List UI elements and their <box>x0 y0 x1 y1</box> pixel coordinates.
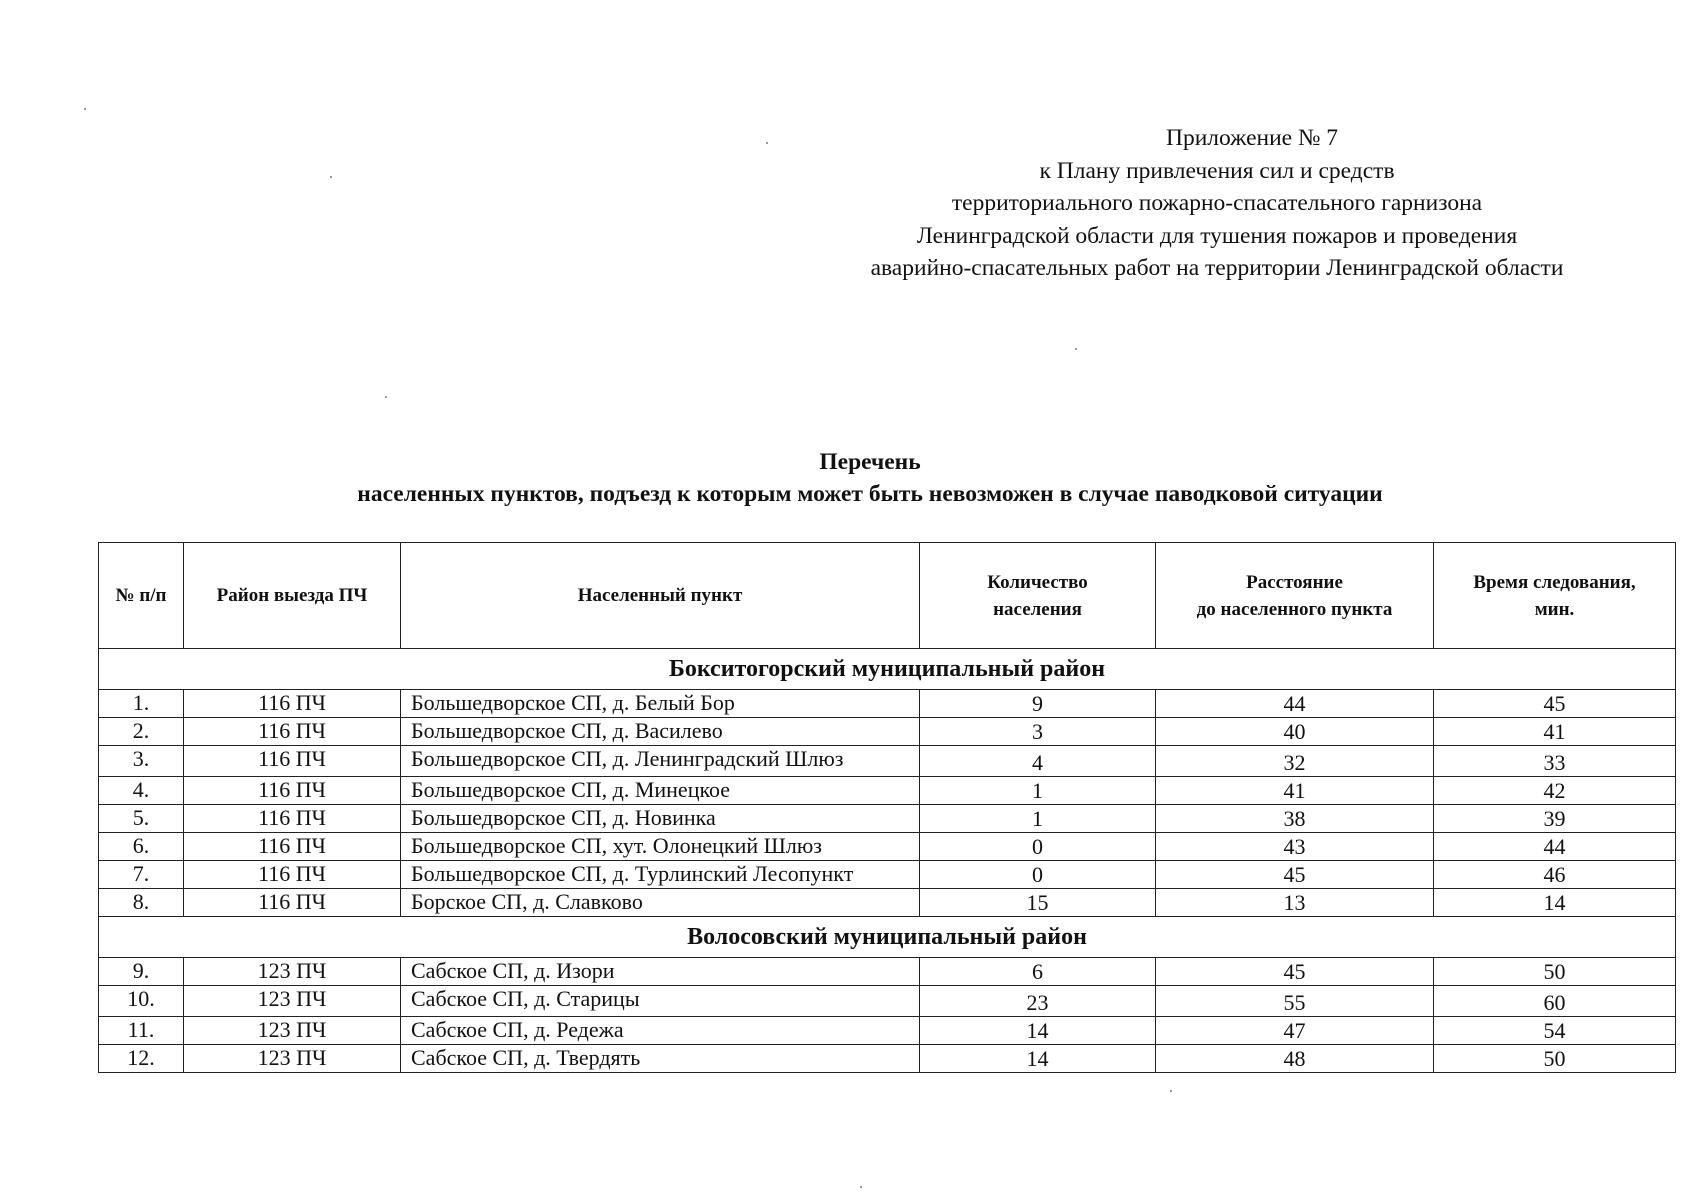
header-time-line1: Время следования, <box>1473 571 1636 593</box>
table-row <box>99 833 1676 861</box>
cell-time: 41 <box>1434 718 1676 746</box>
title-subheading: населенных пунктов, подъезд к которым может быть невозможен в случае паводковой ситуации <box>357 481 1383 507</box>
appendix-line: аварийно-спасательных работ на территории Ленинградской области <box>870 255 1564 281</box>
cell-distance: 45 <box>1156 861 1434 889</box>
appendix-number: Приложение № 7 <box>1165 125 1339 151</box>
cell-time: 44 <box>1434 833 1676 861</box>
header-num: № п/п <box>99 543 184 649</box>
cell-settlement: Большедворское СП, д. Василево <box>401 718 920 746</box>
cell-settlement: Большедворское СП, д. Турлинский Лесопункт <box>401 861 920 889</box>
cell-district: 123 ПЧ <box>184 958 401 986</box>
cell-time: 14 <box>1434 889 1676 917</box>
appendix-line: Ленинградской области для тушения пожаров и проведения <box>916 222 1518 249</box>
cell-num: 12. <box>99 1045 184 1073</box>
cell-population: 0 <box>920 861 1156 889</box>
header-time <box>1434 543 1676 649</box>
cell-district: 116 ПЧ <box>184 833 401 861</box>
table-row <box>99 1045 1676 1073</box>
header-population-line2: населения <box>993 598 1082 620</box>
appendix-note <box>767 122 1667 285</box>
cell-time: 50 <box>1434 958 1676 986</box>
cell-district: 116 ПЧ <box>184 746 401 777</box>
scan-speck <box>1075 348 1077 350</box>
cell-time: 39 <box>1434 805 1676 833</box>
cell-population: 1 <box>920 805 1156 833</box>
cell-time: 45 <box>1434 690 1676 718</box>
header-distance <box>1156 543 1434 649</box>
table-row <box>99 746 1676 777</box>
table-row <box>99 986 1676 1017</box>
cell-population: 23 <box>920 986 1156 1017</box>
scan-speck <box>330 176 332 178</box>
cell-settlement: Большедворское СП, д. Белый Бор <box>401 690 920 718</box>
appendix-line: к Плану привлечения сил и средств <box>1039 157 1395 184</box>
cell-population: 14 <box>920 1045 1156 1073</box>
cell-district: 116 ПЧ <box>184 861 401 889</box>
cell-settlement: Сабское СП, д. Старицы <box>401 986 920 1017</box>
cell-distance: 13 <box>1156 889 1434 917</box>
cell-num: 3. <box>99 746 184 777</box>
table-row <box>99 718 1676 746</box>
cell-settlement: Большедворское СП, хут. Олонецкий Шлюз <box>401 833 920 861</box>
cell-district: 116 ПЧ <box>184 889 401 917</box>
table-header-row <box>99 543 1676 649</box>
cell-district: 116 ПЧ <box>184 777 401 805</box>
header-distance-line2: до населенного пункта <box>1196 598 1393 620</box>
appendix-line: территориального пожарно-спасательного гарнизона <box>951 190 1483 216</box>
cell-num: 10. <box>99 986 184 1017</box>
cell-time: 33 <box>1434 746 1676 777</box>
table-row <box>99 777 1676 805</box>
cell-num: 11. <box>99 1017 184 1045</box>
cell-time: 50 <box>1434 1045 1676 1073</box>
cell-population: 4 <box>920 746 1156 777</box>
cell-distance: 41 <box>1156 777 1434 805</box>
cell-num: 1. <box>99 690 184 718</box>
group-name: Бокситогорский муниципальный район <box>99 649 1676 690</box>
table-row <box>99 1017 1676 1045</box>
cell-time: 46 <box>1434 861 1676 889</box>
cell-distance: 45 <box>1156 958 1434 986</box>
cell-population: 3 <box>920 718 1156 746</box>
table-row <box>99 690 1676 718</box>
cell-district: 116 ПЧ <box>184 718 401 746</box>
cell-settlement: Сабское СП, д. Изори <box>401 958 920 986</box>
header-population <box>920 543 1156 649</box>
scan-speck <box>1170 1090 1172 1092</box>
cell-settlement: Сабское СП, д. Редежа <box>401 1017 920 1045</box>
header-district: Район выезда ПЧ <box>184 543 401 649</box>
table-row <box>99 889 1676 917</box>
cell-num: 4. <box>99 777 184 805</box>
cell-num: 9. <box>99 958 184 986</box>
cell-time: 42 <box>1434 777 1676 805</box>
group-row <box>99 917 1676 958</box>
cell-population: 1 <box>920 777 1156 805</box>
group-name: Волосовский муниципальный район <box>99 917 1676 958</box>
header-distance-line1: Расстояние <box>1246 571 1343 593</box>
scan-speck <box>385 396 387 398</box>
header-settlement: Населенный пункт <box>401 543 920 649</box>
cell-num: 2. <box>99 718 184 746</box>
cell-district: 123 ПЧ <box>184 1045 401 1073</box>
cell-settlement: Сабское СП, д. Твердять <box>401 1045 920 1073</box>
cell-population: 6 <box>920 958 1156 986</box>
cell-settlement: Борское СП, д. Славково <box>401 889 920 917</box>
cell-population: 14 <box>920 1017 1156 1045</box>
cell-population: 0 <box>920 833 1156 861</box>
cell-distance: 47 <box>1156 1017 1434 1045</box>
title-heading: Перечень <box>819 449 921 475</box>
cell-district: 116 ПЧ <box>184 690 401 718</box>
cell-district: 123 ПЧ <box>184 986 401 1017</box>
scan-speck <box>860 1186 862 1188</box>
cell-settlement: Большедворское СП, д. Новинка <box>401 805 920 833</box>
cell-distance: 38 <box>1156 805 1434 833</box>
cell-time: 60 <box>1434 986 1676 1017</box>
cell-num: 7. <box>99 861 184 889</box>
table-row <box>99 958 1676 986</box>
cell-time: 54 <box>1434 1017 1676 1045</box>
cell-num: 6. <box>99 833 184 861</box>
document-title <box>0 446 1697 510</box>
header-population-line1: Количество <box>987 571 1088 593</box>
cell-district: 123 ПЧ <box>184 1017 401 1045</box>
cell-population: 15 <box>920 889 1156 917</box>
group-row <box>99 649 1676 690</box>
cell-distance: 43 <box>1156 833 1434 861</box>
cell-num: 8. <box>99 889 184 917</box>
table-row <box>99 805 1676 833</box>
cell-distance: 55 <box>1156 986 1434 1017</box>
cell-distance: 44 <box>1156 690 1434 718</box>
cell-settlement: Большедворское СП, д. Ленинградский Шлюз <box>401 746 920 777</box>
settlements-table <box>98 542 1676 1073</box>
table-row <box>99 861 1676 889</box>
scan-speck <box>766 142 768 144</box>
cell-distance: 32 <box>1156 746 1434 777</box>
cell-district: 116 ПЧ <box>184 805 401 833</box>
cell-num: 5. <box>99 805 184 833</box>
cell-distance: 48 <box>1156 1045 1434 1073</box>
cell-settlement: Большедворское СП, д. Минецкое <box>401 777 920 805</box>
header-time-line2: мин. <box>1534 598 1575 620</box>
scan-speck <box>84 108 86 110</box>
cell-distance: 40 <box>1156 718 1434 746</box>
cell-population: 9 <box>920 690 1156 718</box>
